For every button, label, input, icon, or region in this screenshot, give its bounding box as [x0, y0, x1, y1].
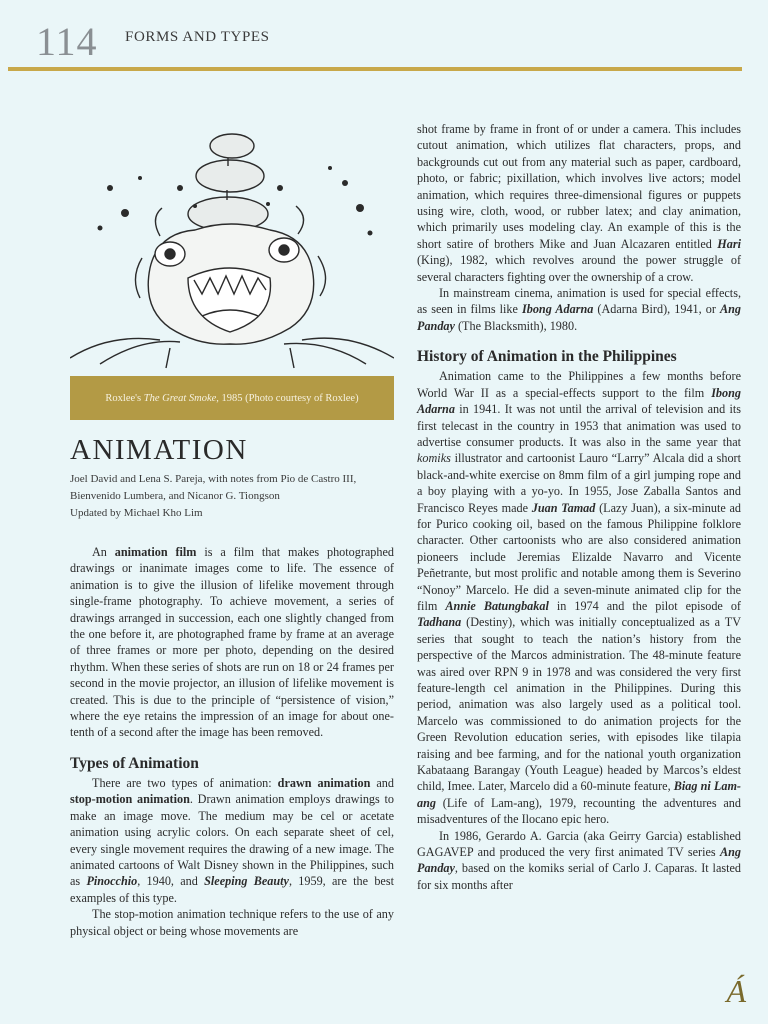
paragraph-stop-motion: The stop-motion animation technique refers to the use of any physical object or being whose movements are	[70, 907, 394, 938]
figure-caption	[70, 376, 394, 420]
header-rule	[8, 67, 742, 71]
section-title: FORMS AND TYPES	[125, 29, 270, 45]
byline-updated: Updated by Michael Kho Lim	[70, 507, 203, 519]
illustration	[70, 118, 394, 372]
heading-types-of-animation: Types of Animation	[70, 754, 199, 772]
caption-suffix: , 1985 (Photo courtesy of Roxlee)	[216, 392, 359, 404]
page-number: 114	[36, 19, 98, 64]
caption-title: The Great Smoke	[143, 392, 217, 404]
paragraph-history: Animation came to the Philippines a few months before World War II as a special-effects support to the film Ibong Adarna in 1941. It was not until the arrival of television and its first telecast in the country in 1953 that animation was used to advertise consumer products. It was also in the same year that komiks illustrator and cartoonist Lauro “Larry” Alcala did a short black-and-white exercise on 8mm film of a girl jumping rope and a boy playing with a yo-yo. In 1955, Jose Zaballa Santos and Francisco Reyes made Juan Tamad (Lazy Juan), a six-minute ad for Purico cooking oil, based on the famous Philippine folklore character. Other cartoonists who are also considered animation pioneers include Jeremias Elizalde Navarro and Vicente Peñetrante, but most prolific and notable among them is Severino “Nonoy” Marcelo. He did a seven-minute animated clip for the film Annie Batungbakal in 1974 and the pilot episode of Tadhana (Destiny), which was initially conceptualized as a TV series that sought to teach the nation’s history from the perspective of the Marcos administration. The 48-minute feature was aired over RPN 9 in 1978 and was considered the very first feature-length cel animation in the Philippines. During this period, animation was also largely used as a political tool. Marcelo was commissioned to do animation projects for the Green Revolution education series, with episodes like tilapia raising and bee farming, and for the national youth organization Kabataang Barangay (Youth League) headed by Marcos’s eldest child, Imee. Later, Marcelo did a 60-minute feature, Biag ni Lam-ang (Life of Lam-ang), 1979, recounting the adventures and misadventures of the Ilocano epic hero.	[417, 369, 741, 827]
caption-prefix: Roxlee's	[105, 392, 142, 404]
smoke-monster-illustration	[70, 118, 394, 372]
paragraph-intro: An animation film is a film that makes photographed drawings or inanimate images come to life. The essence of animation is to give the illusion of lifelike movement through single-frame photography. To achieve movement, a series of drawings arranged in succession, each one slightly changed from the one before it, are photographed frame by frame at an average of three frames or more per photo, depending on the desired rhythm. When these series of shots are run on 18 or 24 frames per second in the movie projector, an illusion of lifelike movement is created. This is due to the principle of “persistence of vision,” where the eye retains the impression of an image for about one-tenth of a second after the image has been removed.	[70, 545, 394, 740]
heading-history: History of Animation in the Philippines	[417, 348, 677, 366]
byline-authors-2: Bienvenido Lumbera, and Nicanor G. Tiongson	[70, 490, 280, 502]
paragraph-types: There are two types of animation: drawn animation and stop-motion animation. Drawn animation employs drawings to make an image move. The medium may be cel or acetate animation using acrylic colors. On each separate sheet of cel, every single movement requires the drawing of a new image. The animated cartoons of Walt Disney shown in the Philippines, such as Pinocchio, 1940, and Sleeping Beauty, 1959, are the best examples of this type.	[70, 775, 394, 905]
corner-logo-mark: Á	[726, 973, 746, 1009]
page-header	[36, 18, 740, 68]
byline	[70, 471, 394, 522]
left-column	[70, 118, 394, 939]
article-title: ANIMATION	[70, 434, 248, 466]
paragraph-gagavep: In 1986, Gerardo A. Garcia (aka Geirry Garcia) established GAGAVEP and produced the very first animated TV series Ang Panday, based on the komiks serial of Carlo J. Caparas. It lasted for six months after	[417, 828, 741, 892]
byline-authors: Joel David and Lena S. Pareja, with notes from Pio de Castro III,	[70, 473, 357, 485]
paragraph-stop-motion-cont: shot frame by frame in front of or under a camera. This includes cutout animation, which utilizes flat characters, props, and backgrounds cut out from any material such as paper, cardboard, photo, or fabric; pixillation, which involves live actors; model animation, which requires three-dimensional figures or puppets using wire, cloth, wood, or rubber latex; and clay animation, which primarily uses modeling clay. An example of this is the short satire of brothers Mike and Juan Alcazaren entitled Hari (King), 1982, which revolves around the power struggle of several characters fighting over the ownership of a crow.	[417, 122, 741, 284]
right-column	[417, 121, 741, 893]
paragraph-mainstream: In mainstream cinema, animation is used for special effects, as seen in films like Ibong Adarna (Adarna Bird), 1941, or Ang Panday (The Blacksmith), 1980.	[417, 286, 741, 333]
